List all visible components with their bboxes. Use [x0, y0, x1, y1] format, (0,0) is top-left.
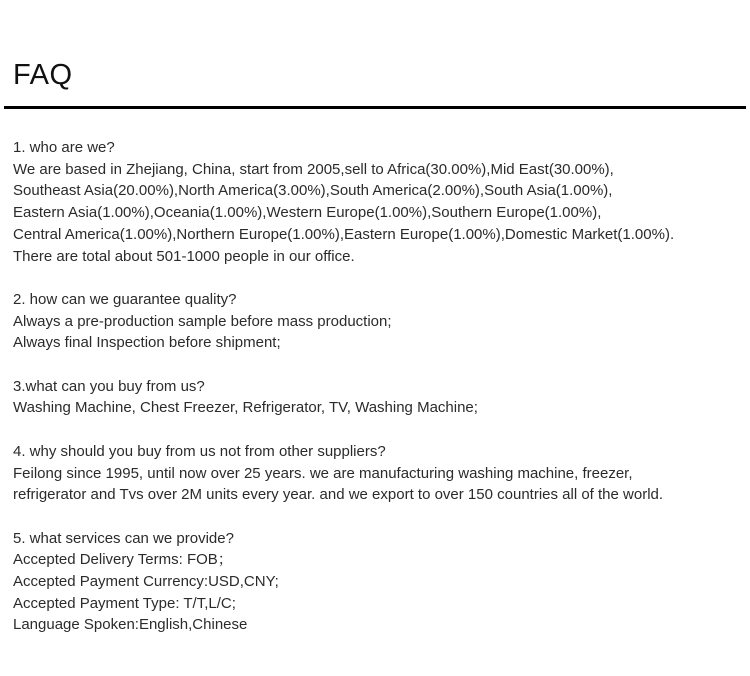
faq-answer-line: Accepted Payment Currency:USD,CNY;	[13, 573, 279, 590]
faq-question: 1. who are we?	[13, 139, 115, 156]
faq-section	[13, 289, 737, 354]
faq-answer-line: Central America(1.00%),Northern Europe(1.00%),Eastern Europe(1.00%),Domestic Market(1.00%).	[13, 225, 675, 243]
faq-section	[13, 528, 737, 637]
faq-question: 2. how can we guarantee quality?	[13, 290, 237, 308]
faq-answer-line: Language Spoken:English,Chinese	[13, 616, 248, 634]
faq-answer-line: We are based in Zhejiang, China, start from 2005,sell to Africa(30.00%),Mid East(30.00%),	[13, 160, 614, 178]
faq-answer-line: Washing Machine, Chest Freezer, Refrigerator, TV, Washing Machine;	[13, 399, 478, 417]
faq-question: 4. why should you buy from us not from other suppliers?	[13, 442, 386, 460]
faq-question: 3.what can you buy from us?	[13, 377, 205, 395]
faq-section	[13, 376, 737, 419]
faq-answer-line: Accepted Delivery Terms: FOB；	[13, 551, 233, 569]
faq-answer-line: Always final Inspection before shipment;	[13, 334, 281, 352]
faq-question: 5. what services can we provide?	[13, 529, 234, 547]
faq-answer-line: Eastern Asia(1.00%),Oceania(1.00%),Western Europe(1.00%),Southern Europe(1.00%),	[13, 204, 602, 222]
page-title: FAQ	[13, 59, 73, 91]
faq-section	[13, 441, 737, 506]
faq-answer-line: Accepted Payment Type: T/T,L/C;	[13, 594, 236, 612]
title-divider	[4, 106, 746, 109]
faq-answer-line: Feilong since 1995, until now over 25 years. we are manufacturing washing machine, freezer,	[13, 464, 633, 482]
faq-answer-line: refrigerator and Tvs over 2M units every year. and we export to over 150 countries all of the world.	[13, 486, 664, 504]
faq-content	[13, 137, 737, 636]
faq-answer-line: There are total about 501-1000 people in our office.	[13, 247, 355, 265]
faq-section	[13, 137, 737, 267]
faq-answer-line: Always a pre-production sample before mass production;	[13, 312, 392, 330]
faq-answer-line: Southeast Asia(20.00%),North America(3.00%),South America(2.00%),South Asia(1.00%),	[13, 182, 613, 200]
